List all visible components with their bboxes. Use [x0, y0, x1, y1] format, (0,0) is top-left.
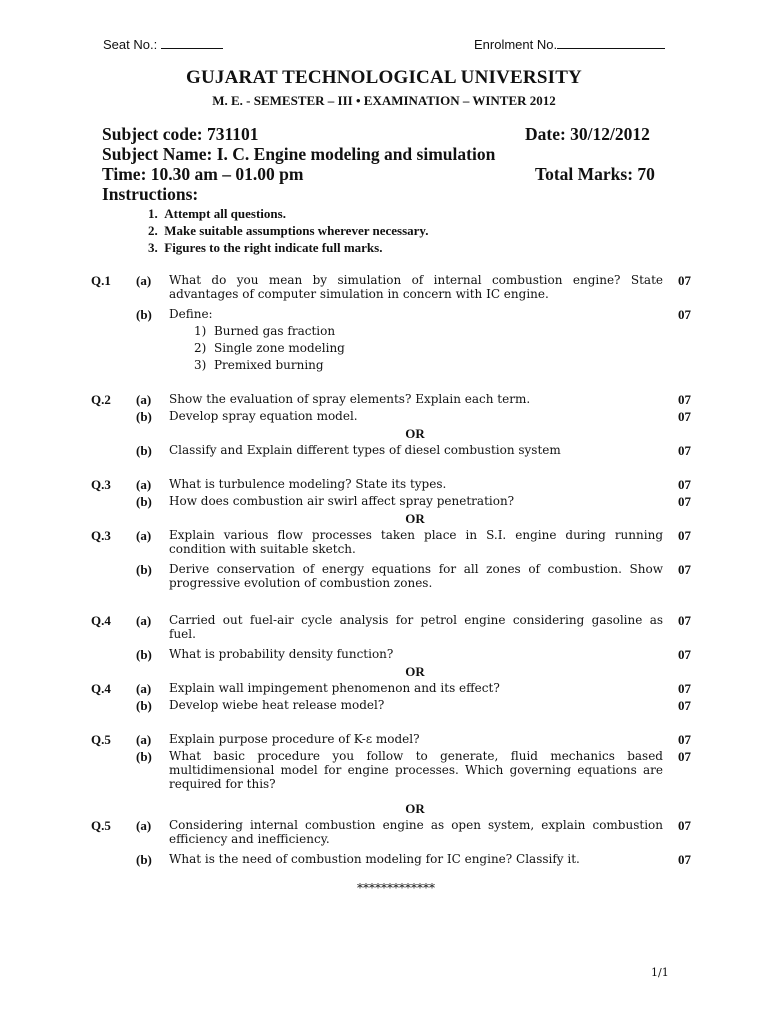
question-text: Classify and Explain different types of diesel combustion system — [169, 443, 561, 457]
item-number: 3) — [194, 358, 207, 372]
item-number: 2) — [194, 341, 207, 355]
item-text: Burned gas fraction — [213, 324, 336, 338]
seat-no-label: Seat No.: — [103, 37, 158, 52]
instruction-number: 3. — [148, 240, 158, 255]
part-label: (a) — [136, 273, 152, 288]
question-line: Derive conservation of energy equations for all zones of combustion. Show — [169, 562, 663, 576]
part-label: (b) — [136, 443, 152, 458]
part-label: (b) — [136, 749, 152, 764]
exam-date: Date: 30/12/2012 — [525, 124, 650, 144]
question-number: Q.2 — [91, 392, 111, 407]
question-line: Considering internal combustion engine as open system, explain combustion — [169, 818, 663, 832]
or-separator: OR — [405, 426, 425, 441]
question-line: advantages of computer simulation in concern with IC engine. — [169, 287, 549, 301]
or-separator: OR — [405, 801, 425, 816]
question-line: required for this? — [169, 777, 276, 791]
part-label: (a) — [136, 681, 152, 696]
question-text: Develop spray equation model. — [169, 409, 358, 423]
question-text: Explain purpose procedure of K-ε model? — [169, 732, 420, 746]
question-text — [169, 528, 663, 556]
marks: 07 — [678, 613, 691, 628]
question-line: fuel. — [169, 627, 196, 641]
item-text: Single zone modeling — [213, 341, 345, 355]
part-label: (a) — [136, 392, 152, 407]
part-label: (b) — [136, 852, 152, 867]
question-text: Develop wiebe heat release model? — [169, 698, 385, 712]
marks: 07 — [678, 818, 691, 833]
marks: 07 — [678, 307, 691, 322]
page-number: 1/1 — [651, 966, 669, 979]
seat-no-blank — [161, 36, 223, 49]
instruction-3 — [148, 240, 382, 256]
part-label: (b) — [136, 698, 152, 713]
marks: 07 — [678, 443, 691, 458]
question-text: How does combustion air swirl affect spray penetration? — [169, 494, 515, 508]
part-label: (b) — [136, 307, 152, 322]
question-number: Q.3 — [91, 477, 111, 492]
marks: 07 — [678, 528, 691, 543]
marks: 07 — [678, 273, 691, 288]
define-item-2 — [194, 341, 345, 355]
instruction-1 — [148, 206, 286, 222]
question-number: Q.5 — [91, 732, 111, 747]
part-label: (b) — [136, 409, 152, 424]
instruction-2 — [148, 223, 428, 239]
seat-no-field — [103, 36, 223, 52]
end-of-paper-stars: ************* — [357, 881, 435, 895]
part-label: (a) — [136, 613, 152, 628]
instruction-text: Make suitable assumptions wherever necessary. — [164, 223, 429, 238]
question-text: Define: — [169, 307, 213, 321]
instruction-number: 1. — [148, 206, 158, 221]
question-line: Carried out fuel-air cycle analysis for petrol engine considering gasoline as — [169, 613, 663, 627]
instruction-text: Figures to the right indicate full marks. — [164, 240, 383, 255]
question-text — [169, 818, 663, 846]
question-number: Q.3 — [91, 528, 111, 543]
marks: 07 — [678, 732, 691, 747]
question-number: Q.1 — [91, 273, 111, 288]
instructions-title: Instructions: — [102, 184, 199, 204]
item-number: 1) — [194, 324, 207, 338]
question-text: What is probability density function? — [169, 647, 394, 661]
question-text: Explain wall impingement phenomenon and its effect? — [169, 681, 500, 695]
enrolment-no-field — [474, 36, 665, 52]
question-text: What is turbulence modeling? State its types. — [169, 477, 447, 491]
marks: 07 — [678, 392, 691, 407]
question-line: condition with suitable sketch. — [169, 542, 356, 556]
marks: 07 — [678, 681, 691, 696]
question-text — [169, 613, 663, 641]
question-line: multidimensional model for engine processes. Which governing equations are — [169, 763, 663, 777]
marks: 07 — [678, 494, 691, 509]
exam-time: Time: 10.30 am – 01.00 pm — [102, 164, 304, 184]
part-label: (b) — [136, 562, 152, 577]
question-text — [169, 749, 663, 791]
part-label: (a) — [136, 818, 152, 833]
define-item-1 — [194, 324, 335, 338]
marks: 07 — [678, 647, 691, 662]
question-text — [169, 562, 663, 590]
marks: 07 — [678, 852, 691, 867]
question-text: Show the evaluation of spray elements? Explain each term. — [169, 392, 531, 406]
define-item-3 — [194, 358, 324, 372]
item-text: Premixed burning — [213, 358, 324, 372]
question-number: Q.5 — [91, 818, 111, 833]
question-line: What do you mean by simulation of internal combustion engine? State — [169, 273, 663, 287]
marks: 07 — [678, 698, 691, 713]
part-label: (b) — [136, 647, 152, 662]
part-label: (a) — [136, 528, 152, 543]
enrolment-no-blank — [557, 36, 665, 49]
subject-code: Subject code: 731101 — [102, 124, 259, 144]
question-number: Q.4 — [91, 613, 111, 628]
enrolment-no-label: Enrolment No. — [474, 37, 558, 52]
part-label: (a) — [136, 732, 152, 747]
question-number: Q.4 — [91, 681, 111, 696]
marks: 07 — [678, 749, 691, 764]
marks: 07 — [678, 562, 691, 577]
or-separator: OR — [405, 511, 425, 526]
question-line: progressive evolution of combustion zones. — [169, 576, 433, 590]
total-marks: Total Marks: 70 — [535, 164, 655, 184]
subject-name: Subject Name: I. C. Engine modeling and simulation — [102, 144, 496, 164]
question-text: What is the need of combustion modeling for IC engine? Classify it. — [169, 852, 580, 866]
instruction-text: Attempt all questions. — [164, 206, 286, 221]
exam-line: M. E. - SEMESTER – III • EXAMINATION – WINTER 2012 — [212, 93, 556, 108]
part-label: (b) — [136, 494, 152, 509]
question-text — [169, 273, 663, 301]
marks: 07 — [678, 409, 691, 424]
marks: 07 — [678, 477, 691, 492]
instruction-number: 2. — [148, 223, 158, 238]
question-line: efficiency and inefficiency. — [169, 832, 330, 846]
question-line: Explain various flow processes taken place in S.I. engine during running — [169, 528, 663, 542]
question-line: What basic procedure you follow to generate, fluid mechanics based — [169, 749, 663, 763]
part-label: (a) — [136, 477, 152, 492]
university-title: GUJARAT TECHNOLOGICAL UNIVERSITY — [186, 67, 582, 88]
or-separator: OR — [405, 664, 425, 679]
